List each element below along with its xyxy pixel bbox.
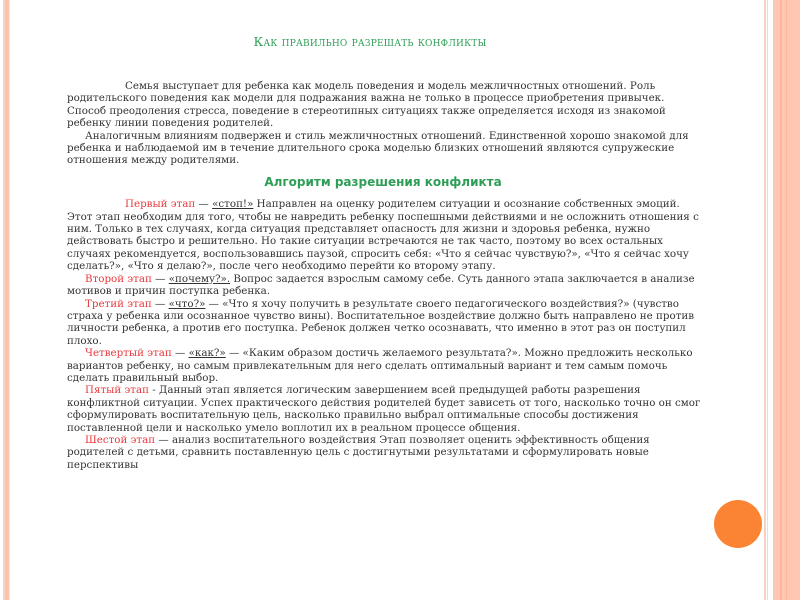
stage-paragraph-1 [67, 198, 703, 272]
stage-paragraph-2 [67, 273, 703, 298]
right-decorative-border [764, 0, 800, 600]
stage-text: анализ воспитательного воздействия Этап позволяет оценить эффективность общения родителей с детьми, сравнить поставленную цель с достигнутыми результатами и сформулировать новые перспективы [67, 433, 650, 471]
slide-content [67, 80, 703, 471]
stage-name: Пятый этап [85, 384, 149, 397]
stage-dash: — [151, 272, 169, 285]
stage-paragraph-4 [67, 347, 703, 384]
stage-paragraph-3 [67, 298, 703, 348]
stage-paragraph-6 [67, 434, 703, 471]
section-subtitle: Алгоритм разрешения конфликта [264, 174, 502, 189]
stage-question: «стоп!» [212, 198, 254, 211]
stage-dash: — [155, 433, 172, 446]
stage-text: Направлен на оценку родителем ситуации и осознание собственных эмоций. Этот этап необходим для того, чтобы не навредить ребенку поспешными действиями и не осложнить отношения с ним. Только в тех случаях, когда ситуация представляет опасность для жизни и здоровья ребенка, нужно действовать быстро и решительно. Но такие ситуации встречаются не так часто, поэтому во всех остальных случаях рекомендуется, воспользовавшись паузой, спросить себя: «Что я сейчас чувствую?», «Что я сейчас хочу сделать?», «Что я делаю?», после чего необходимо перейти ко второму этапу. [67, 198, 699, 273]
stage-name: Четвертый этап [85, 347, 172, 360]
intro-paragraph-2: Аналогичным влияниям подвержен и стиль межличностных отношений. Единственной хорошо знакомой для ребенка и наблюдаемой им в течение длительного срока моделью близких отношений являются супружеские отношения между родителями. [67, 129, 689, 167]
stage-paragraph-5 [67, 384, 703, 434]
stage-dash: — [171, 347, 189, 360]
stage-dash: — [151, 297, 169, 310]
stage-dash: — [195, 198, 213, 211]
stage-text: Вопрос задается взрослым самому себе. Суть данного этапа заключается в анализе мотивов и причин поступка ребенка. [67, 272, 695, 298]
stage-name: Шестой этап [85, 433, 156, 446]
stage-question: «как?» [188, 347, 226, 360]
orange-circle-decoration [714, 500, 762, 548]
stage-question: «что?» [168, 297, 206, 310]
stage-name: Первый этап [125, 198, 196, 211]
stage-dash: - [148, 384, 159, 397]
left-decorative-border [0, 0, 14, 600]
stage-name: Третий этап [85, 297, 152, 310]
slide-title: Как правильно разрешать конфликты [253, 34, 487, 49]
stage-name: Второй этап [85, 272, 152, 285]
stage-text: — «Каким образом достичь желаемого результата?». Можно предложить несколько вариантов ребенку, но самым привлекательным для него сделать оптимальный вариант и тем самым помочь сделать правильный выбор. [67, 347, 693, 384]
intro-paragraph-1: Семья выступает для ребенка как модель поведения и модель межличностных отношений. Роль родительского поведения как модели для подражания важна не только в процессе приобретения привычек. Способ преодоления стресса, поведение в стереотипных ситуациях также определяется исходя из знакомой ребенку линии поведения родителей. [67, 80, 666, 130]
stage-text: Данный этап является логическим завершением всей предыдущей работы разрешения конфликтной ситуации. Успех практического действия родителей будет зависеть от того, насколько точно он смог сформулировать воспитательную цель, насколько правильно выбрал оптимальные способы достижения поставленной цели и насколько умело воплотил их в реальном процессе общения. [67, 384, 701, 434]
stage-text: — «Что я хочу получить в результате своего педагогического воздействия?» (чувство страха у ребенка или осознанное чувство вины). Воспитательное воздействие должно быть направлено не против личности ребенка, а против его поступка. Ребенок должен четко осознавать, что именно в этот раз он поступил плохо. [67, 297, 695, 347]
stage-question: «почему?». [168, 272, 231, 285]
